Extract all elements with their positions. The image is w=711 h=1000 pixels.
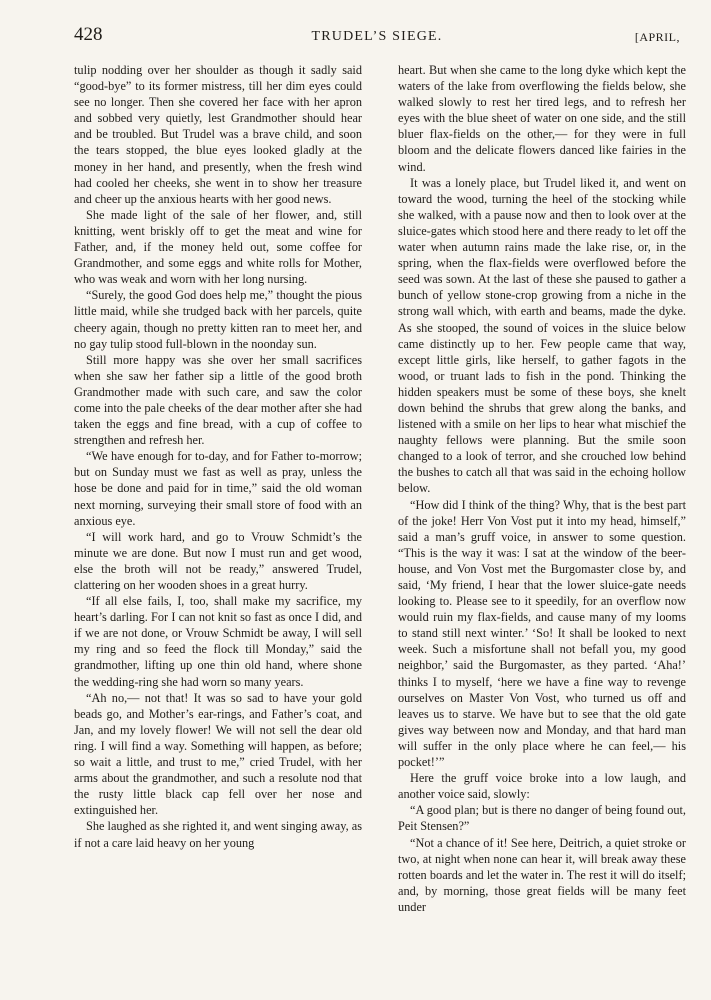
issue-month: [APRIL, <box>634 30 680 44</box>
paragraph: Here the gruff voice broke into a low laugh, and another voice said, slowly: <box>398 771 686 802</box>
paragraph: “I will work hard, and go to Vrouw Schmidt’s the minute we are done. But now I must run and get wood, else the broth will not be ready,” answered Trudel, clattering on her wooden shoes in a great hurry. <box>74 529 362 592</box>
paragraph: “If all else fails, I, too, shall make my sacrifice, my heart’s darling. For I can not knit so fast as once I did, and if we are not done, or Vrouw Schmidt be away, I will sell my ring and so feed the flock till Monday,” said the grandmother, lifting up one thin old hand, where shone the wedding-ring she had worn so many years. <box>74 594 362 689</box>
paragraph: “Ah no,— not that! It was so sad to have your gold beads go, and Mother’s ear-rings, and Father’s coat, and Jan, and my lovely flower! We will not sell the dear old ring. I will find a way. Something will happen, as before; so wait a little, and trust to me,” cried Trudel, with her arms about the grandmother, and such a resolute nod that the rusty little black cap fell over her nose and extinguished her. <box>74 690 362 818</box>
paragraph: Still more happy was she over her small sacrifices when she saw her father sip a little of the good broth Grandmother made with such care, and saw the color come into the pale cheeks of the dear mother after she had taken the eggs and fine bread, with a cup of coffee to strengthen and refresh her. <box>74 352 362 448</box>
paragraph: “A good plan; but is there no danger of being found out, Peit Stensen?” <box>398 803 686 834</box>
paragraph: She made light of the sale of her flower, and, still knitting, went briskly off to get the meat and wine for Father, and, if the money held out, some coffee for Grandmother, and some eggs and white rolls for Mother, who was weak and worn with her long nursing. <box>74 207 362 287</box>
paragraph: It was a lonely place, but Trudel liked it, and went on toward the wood, turning the heel of the stocking while she walked, with a pause now and then to look over at the sluice-gates which stood here and there ready to let off the water when autumn rains made the lake rise, or, in the spring, when the flax-fields were overflowed before the seed was sown. At the last of these she paused to gather a bunch of yellow stone-crop growing from a niche in the strong wall which, with earth and beams, made the dyke. As she stooped, the sound of voices in the sluice below came distinctly up to her. Few people came that way, except little girls, like herself, to gather fagots in the wood, or truant lads to fish in the pond. Thinking the hidden speakers must be some of these boys, she knelt down behind the shrubs that grew along the banks, and listened with a smile on her lips to hear what mischief the naughty fellows were planning. But the smile soon changed to a look of terror, and she crouched low behind the bushes to catch all that was said in the echoing hollow below. <box>398 175 686 496</box>
paragraph: She laughed as she righted it, and went singing away, as if not a care laid heavy on her young <box>74 819 362 850</box>
running-title: TRUDEL’S SIEGE. <box>311 29 443 44</box>
paragraph: tulip nodding over her shoulder as though it sadly said “good-bye” to its former mistress, till her dim eyes could see no longer. Then she covered her face with her apron and sobbed very quietly, lest Grandmother should hear and be troubled. But Trudel was a brave child, and soon the tears stopped, the blue eyes looked gladly at the money in her hand, and presently, when the fresh wind had cooled her cheeks, she went in to show her treasure and cheer up the anxious hearts with her good news. <box>74 63 362 206</box>
paragraph: “Surely, the good God does help me,” thought the pious little maid, while she trudged back with her parcels, quite cheery again, though no pretty kitten ran to meet her, and no gay tulip stood full-blown in the noonday sun. <box>74 288 362 351</box>
paragraph: “How did I think of the thing? Why, that is the best part of the joke! Herr Von Vost put it into my head, himself,” said a man’s gruff voice, in answer to some question. “This is the way it was: I sat at the window of the beer-house, and Von Vost met the Burgomaster close by, and said, ‘My friend, I hear that the lower sluice-gate needs looking to. Please see to it speedily, for an overflow now would ruin my flax-fields, and cause many of my looms to stand still next winter.’ ‘So! It shall be looked to next week. Such a misfortune shall not befall you, my good neighbor,’ said the Burgomaster, as they parted. ‘Aha!’ thinks I to myself, ‘here we have a fine way to revenge ourselves on Master Von Vost, who turned us off and leaves us to starve. We have but to see that the old gate gives way between now and Monday, and that hard man will suffer in the only place where he can feel,— his pocket!’” <box>398 497 686 770</box>
paragraph: “Not a chance of it! See here, Deitrich, a quiet stroke or two, at night when none can hear it, will break away these rotten boards and let the water in. The rest it will do itself; and, by morning, those great fields will be many feet under <box>398 835 686 914</box>
page-number: 428 <box>74 24 103 45</box>
running-header <box>74 24 680 50</box>
left-column <box>74 62 362 851</box>
right-column <box>398 62 686 915</box>
paragraph: heart. But when she came to the long dyke which kept the waters of the lake from overflowing the fields below, she walked slowly to rest her tired legs, and to refresh her eyes with the blue sheet of water on one side, and the still bluer flax-fields on the other,— for they were in full bloom and the delicate flowers danced like fairies in the wind. <box>398 63 686 174</box>
paragraph: “We have enough for to-day, and for Father to-morrow; but on Sunday must we fast as well as pray, unless the hose be done and paid for in time,” said the old woman next morning, surveying their small store of food with an anxious eye. <box>74 449 362 528</box>
